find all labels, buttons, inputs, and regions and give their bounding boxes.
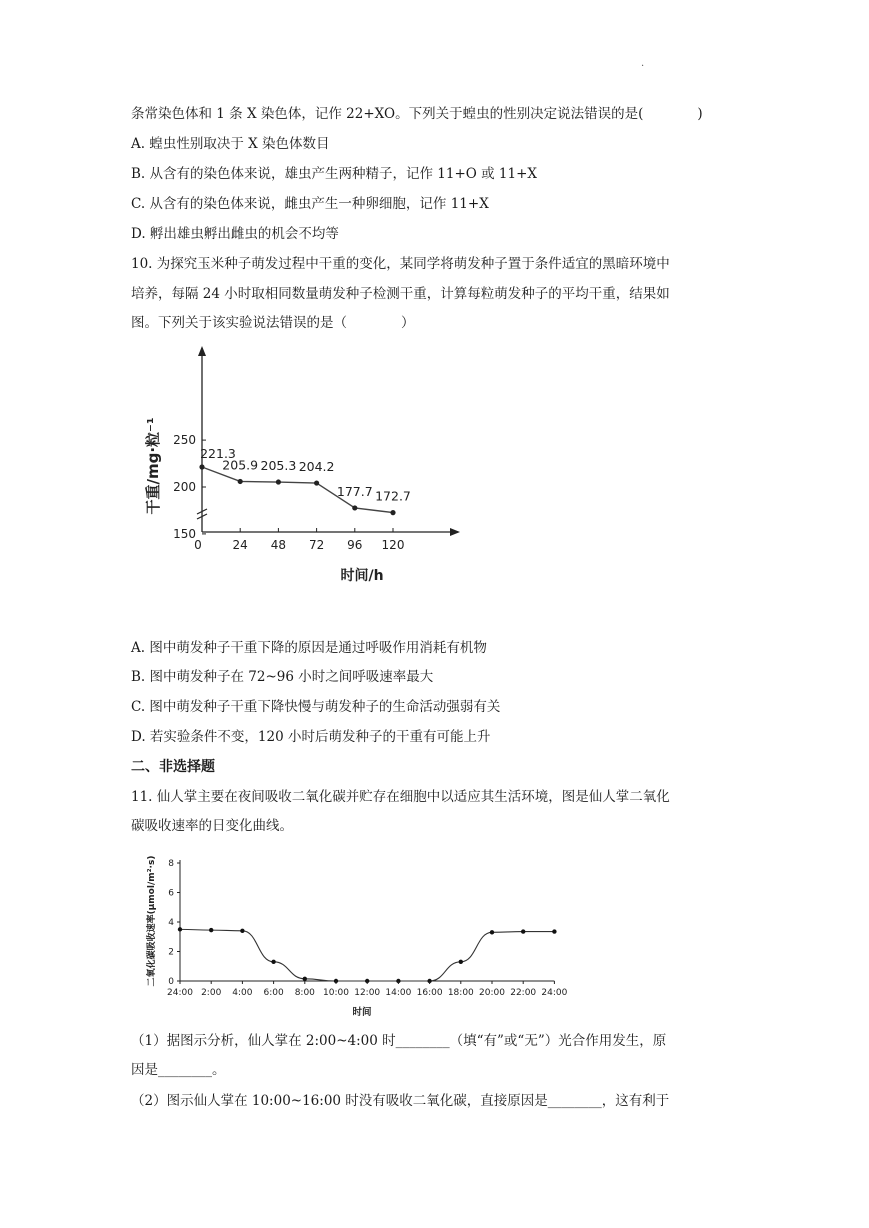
q11-stem-line-1: 11. 仙人掌主要在夜间吸收二氧化碳并贮存在细胞中以适应其生活环境，图是仙人掌二氧化 <box>131 789 670 805</box>
y-tick-label: 2 <box>168 947 174 958</box>
data-label: 221.3 <box>200 446 236 462</box>
data-point <box>303 977 307 981</box>
x-tick-label: 96 <box>347 538 363 552</box>
x-axis-label: 时间 <box>352 1007 372 1018</box>
data-point <box>390 510 395 515</box>
data-label: 177.7 <box>336 483 373 499</box>
x-tick-label: 120 <box>381 538 405 552</box>
x-tick-label: 14:00 <box>385 988 412 998</box>
x-tick-label: 24:00 <box>541 988 568 998</box>
data-point <box>459 960 463 964</box>
series-line <box>180 929 554 981</box>
data-point <box>276 479 281 484</box>
x-tick-label: 2:00 <box>201 988 222 998</box>
co2-uptake-chart <box>140 848 570 1023</box>
page-corner-mark: . <box>641 58 645 69</box>
data-point <box>240 929 244 933</box>
x-axis-arrow <box>450 528 460 536</box>
x-tick-label: 22:00 <box>510 988 537 998</box>
x-tick-label: 24 <box>232 538 248 552</box>
q9-option-d[interactable]: D. 孵出雄虫孵出雌虫的机会不均等 <box>131 226 339 242</box>
q11-sub1-line-2: 因是________。 <box>131 1062 226 1078</box>
x-tick-label: 16:00 <box>416 988 443 998</box>
data-point <box>352 505 357 510</box>
q11-sub1-line-1: （1）据图示分析，仙人掌在 2:00~4:00 时________（填“有”或“无”）光合作用发生，原 <box>131 1033 667 1049</box>
data-point <box>521 929 525 933</box>
x-tick-label: 12:00 <box>354 988 381 998</box>
data-point <box>271 960 275 964</box>
x-tick-label: 0 <box>194 538 202 552</box>
q11-sub2: （2）图示仙人掌在 10:00~16:00 时没有吸收二氧化碳，直接原因是________，这有利于 <box>131 1093 670 1109</box>
y-tick-label: 6 <box>168 888 174 899</box>
x-tick-label: 48 <box>270 538 287 552</box>
q9-option-b[interactable]: B. 从含有的染色体来说，雄虫产生两种精子，记作 11+O 或 11+X <box>131 166 538 182</box>
q10-option-b[interactable]: B. 图中萌发种子在 72~96 小时之间呼吸速率最大 <box>131 669 434 685</box>
q10-stem-line-1: 10. 为探究玉米种子萌发过程中干重的变化，某同学将萌发种子置于条件适宜的黑暗环境中 <box>131 256 670 272</box>
data-label: 172.7 <box>375 488 411 504</box>
y-tick-label: 8 <box>168 859 174 869</box>
data-label: 204.2 <box>298 459 335 475</box>
data-point <box>238 479 243 484</box>
data-label: 205.3 <box>260 458 297 474</box>
x-tick-label: 20:00 <box>479 988 505 998</box>
data-point <box>178 927 182 931</box>
y-tick-label: 250 <box>173 433 196 448</box>
x-tick-label: 10:00 <box>323 988 349 998</box>
q10-option-a[interactable]: A. 图中萌发种子干重下降的原因是通过呼吸作用消耗有机物 <box>131 640 487 656</box>
dry-weight-chart <box>140 338 480 593</box>
y-tick-label: 200 <box>173 480 196 494</box>
y-axis-label: 二氧化碳吸收速率(μmol/m²·s) <box>147 855 157 987</box>
data-point <box>199 464 204 469</box>
y-axis-label: 干重/mg·粒⁻¹ <box>144 417 162 515</box>
x-axis-label: 时间/h <box>340 568 384 584</box>
y-tick-label: 0 <box>168 977 174 987</box>
data-label: 205.9 <box>222 457 259 473</box>
q10-stem-line-3: 图。下列关于该实验说法错误的是（ ） <box>131 315 415 331</box>
data-point <box>209 928 213 932</box>
q9-stem: 条常染色体和 1 条 X 染色体，记作 22+XO。下列关于蝗虫的性别决定说法错误的是( ) <box>131 106 703 122</box>
q10-option-c[interactable]: C. 图中萌发种子干重下降快慢与萌发种子的生命活动强弱有关 <box>131 699 501 715</box>
x-tick-label: 4:00 <box>232 988 253 998</box>
data-point <box>314 480 319 485</box>
x-tick-label: 6:00 <box>263 988 284 998</box>
data-point <box>490 930 494 934</box>
y-tick-label: 150 <box>173 526 196 541</box>
x-tick-label: 18:00 <box>447 988 474 998</box>
q11-stem-line-2: 碳吸收速率的日变化曲线。 <box>131 818 293 834</box>
section-title: 二、非选择题 <box>131 759 215 775</box>
y-axis-arrow <box>198 346 206 356</box>
x-tick-label: 24:00 <box>167 988 193 998</box>
q9-option-a[interactable]: A. 蝗虫性别取决于 X 染色体数目 <box>131 136 330 152</box>
data-point <box>552 929 556 933</box>
x-tick-label: 72 <box>308 538 325 552</box>
y-tick-label: 4 <box>168 918 174 928</box>
q10-stem-line-2: 培养，每隔 24 小时取相同数量萌发种子检测干重，计算每粒萌发种子的平均干重，结果如 <box>131 286 670 302</box>
q10-option-d[interactable]: D. 若实验条件不变，120 小时后萌发种子的干重有可能上升 <box>131 729 491 745</box>
q9-option-c[interactable]: C. 从含有的染色体来说，雌虫产生一种卵细胞，记作 11+X <box>131 196 489 212</box>
x-tick-label: 8:00 <box>294 988 315 998</box>
